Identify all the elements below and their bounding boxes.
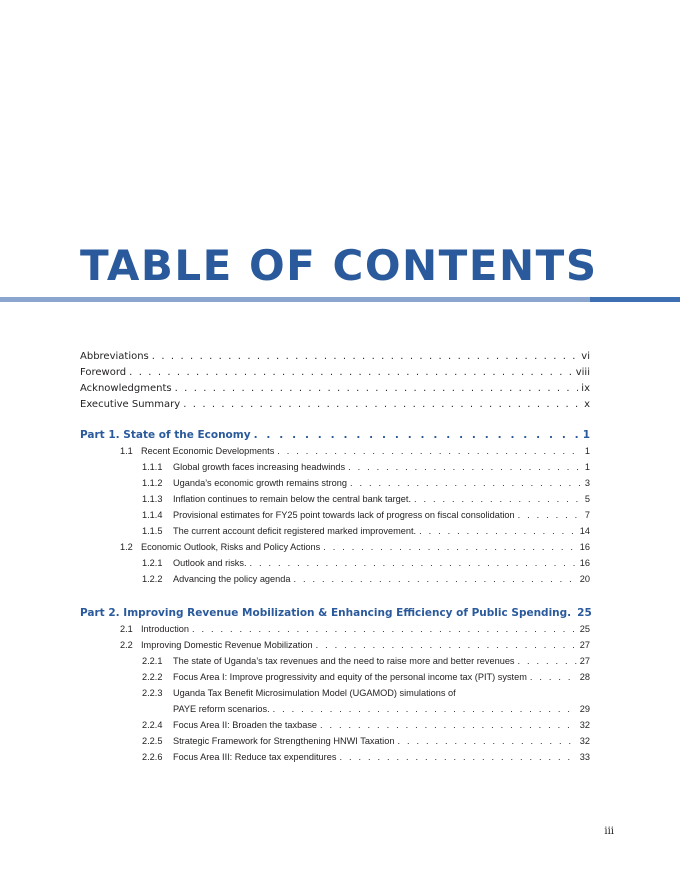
page-number: iii [604, 826, 614, 837]
toc-subsection-1-1-1[interactable] [80, 462, 590, 478]
toc-leader-dots [316, 640, 577, 650]
toc-section-number: 1.1.2 [142, 478, 163, 488]
toc-page-number: 25 [579, 624, 590, 634]
toc-page-number: 27 [579, 640, 590, 650]
toc-leader-dots [277, 446, 582, 456]
title-rule-accent [590, 297, 680, 302]
toc-leader-dots [183, 399, 581, 410]
toc-part-label: Part 1. State of the Economy [80, 429, 251, 441]
toc-subsection-2-2-3[interactable] [80, 688, 590, 704]
toc-section-number: 1.1.3 [142, 494, 163, 504]
toc-page-number: 16 [579, 542, 590, 552]
toc-page-number: 7 [584, 510, 590, 520]
toc-page-number: 25 [577, 607, 592, 619]
toc-page-number: 20 [579, 574, 590, 584]
toc-page-number: viii [575, 367, 590, 378]
toc-section-2-2[interactable] [80, 640, 590, 656]
toc-leader-dots [293, 574, 576, 584]
toc-leader-dots [250, 558, 577, 568]
toc-leader-dots [320, 720, 577, 730]
toc-leader-dots [419, 526, 577, 536]
toc-entry-label: Abbreviations [80, 351, 149, 362]
toc-leader-dots [152, 351, 579, 362]
toc-subsection-2-2-4[interactable] [80, 720, 590, 736]
toc-section-number: 1.2 [120, 542, 133, 552]
toc-leader-dots [192, 624, 577, 634]
table-of-contents [80, 351, 590, 768]
toc-page-number: 1 [582, 429, 590, 441]
toc-entry-label: Outlook and risks. [173, 558, 247, 568]
toc-leader-dots [350, 478, 582, 488]
toc-section-number: 1.2.2 [142, 574, 163, 584]
toc-leader-dots [530, 672, 577, 682]
toc-entry-executive-summary[interactable] [80, 399, 590, 415]
toc-entry-label: Focus Area II: Broaden the taxbase [173, 720, 318, 730]
toc-page-number: 14 [579, 526, 590, 536]
toc-leader-dots [518, 656, 577, 666]
toc-subsection-1-1-2[interactable] [80, 478, 590, 494]
toc-subsection-2-2-3-continued[interactable] [80, 704, 590, 720]
toc-section-1-1[interactable] [80, 446, 590, 462]
toc-entry-label: Executive Summary [80, 399, 181, 410]
toc-entry-label: Advancing the policy agenda [173, 574, 291, 584]
toc-section-number: 1.1.4 [142, 510, 163, 520]
toc-entry-label: Foreword [80, 367, 127, 378]
toc-leader-dots [339, 752, 576, 762]
toc-section-number: 2.2.3 [142, 688, 163, 698]
toc-page-number: 29 [579, 704, 590, 714]
toc-section-number: 1.1 [120, 446, 133, 456]
toc-section-number: 1.1.1 [142, 462, 163, 472]
toc-entry-label: Introduction [141, 624, 190, 634]
toc-section-number: 1.2.1 [142, 558, 163, 568]
toc-page-number: ix [581, 383, 590, 394]
toc-page-number: 1 [584, 446, 590, 456]
toc-subsection-2-2-1[interactable] [80, 656, 590, 672]
toc-entry-label: Uganda’s economic growth remains strong [173, 478, 347, 488]
toc-page-number: vi [581, 351, 590, 362]
page-title: TABLE OF CONTENTS [80, 241, 598, 290]
toc-page-number: 32 [579, 736, 590, 746]
toc-entry-abbreviations[interactable] [80, 351, 590, 367]
toc-subsection-1-2-2[interactable] [80, 574, 590, 590]
toc-page-number: 1 [584, 462, 590, 472]
toc-subsection-2-2-2[interactable] [80, 672, 590, 688]
toc-part-2[interactable] [80, 607, 590, 624]
toc-leader-dots [129, 367, 573, 378]
toc-entry-label: Uganda Tax Benefit Microsimulation Model (UGAMOD) simulations of [173, 688, 456, 698]
toc-entry-label: Improving Domestic Revenue Mobilization [141, 640, 313, 650]
toc-part-1[interactable] [80, 429, 590, 446]
toc-section-number: 2.1 [120, 624, 133, 634]
toc-entry-label: Strategic Framework for Strengthening HNWI Taxation [173, 736, 395, 746]
toc-section-number: 2.2.4 [142, 720, 163, 730]
toc-section-number: 2.2.6 [142, 752, 163, 762]
toc-entry-label: Inflation continues to remain below the central bank target. [173, 494, 411, 504]
toc-entry-label: Recent Economic Developments [141, 446, 275, 456]
toc-entry-label: Economic Outlook, Risks and Policy Actions [141, 542, 321, 552]
toc-leader-dots [397, 736, 576, 746]
toc-page-number: 33 [579, 752, 590, 762]
toc-subsection-1-1-4[interactable] [80, 510, 590, 526]
toc-leader-dots [518, 510, 582, 520]
toc-entry-label: Focus Area I: Improve progressivity and equity of the personal income tax (PIT) system [173, 672, 527, 682]
toc-page-number: 3 [584, 478, 590, 488]
toc-section-1-2[interactable] [80, 542, 590, 558]
toc-entry-label: Provisional estimates for FY25 point towards lack of progress on fiscal consolidation [173, 510, 515, 520]
toc-leader-dots [175, 383, 579, 394]
toc-entry-label: Acknowledgments [80, 383, 172, 394]
toc-page-number: x [584, 399, 590, 410]
toc-entry-label: The current account deficit registered marked improvement. [173, 526, 417, 536]
toc-page-number: 28 [579, 672, 590, 682]
toc-leader-dots [348, 462, 582, 472]
toc-subsection-2-2-6[interactable] [80, 752, 590, 768]
toc-section-number: 1.1.5 [142, 526, 163, 536]
toc-entry-label: PAYE reform scenarios. [173, 704, 270, 714]
toc-leader-dots [273, 704, 577, 714]
toc-entry-label: Focus Area III: Reduce tax expenditures [173, 752, 337, 762]
toc-subsection-1-2-1[interactable] [80, 558, 590, 574]
toc-subsection-1-1-5[interactable] [80, 526, 590, 542]
title-rule [0, 297, 590, 302]
toc-section-number: 2.2.1 [142, 656, 163, 666]
toc-page-number: 16 [579, 558, 590, 568]
toc-section-number: 2.2.5 [142, 736, 163, 746]
toc-subsection-1-1-3[interactable] [80, 494, 590, 510]
toc-entry-label: Global growth faces increasing headwinds [173, 462, 346, 472]
toc-subsection-2-2-5[interactable] [80, 736, 590, 752]
toc-part-label: Part 2. Improving Revenue Mobilization & Enhancing Efficiency of Public Spending. [80, 607, 572, 619]
toc-leader-dots [414, 494, 582, 504]
toc-leader-dots [323, 542, 577, 552]
toc-page-number: 5 [584, 494, 590, 504]
toc-entry-foreword[interactable] [80, 367, 590, 383]
toc-leader-dots [254, 429, 580, 441]
toc-section-number: 2.2.2 [142, 672, 163, 682]
toc-page-number: 27 [579, 656, 590, 666]
toc-section-number: 2.2 [120, 640, 133, 650]
toc-entry-acknowledgments[interactable] [80, 383, 590, 399]
toc-section-2-1[interactable] [80, 624, 590, 640]
toc-entry-label: The state of Uganda’s tax revenues and the need to raise more and better revenues [173, 656, 515, 666]
toc-page-number: 32 [579, 720, 590, 730]
